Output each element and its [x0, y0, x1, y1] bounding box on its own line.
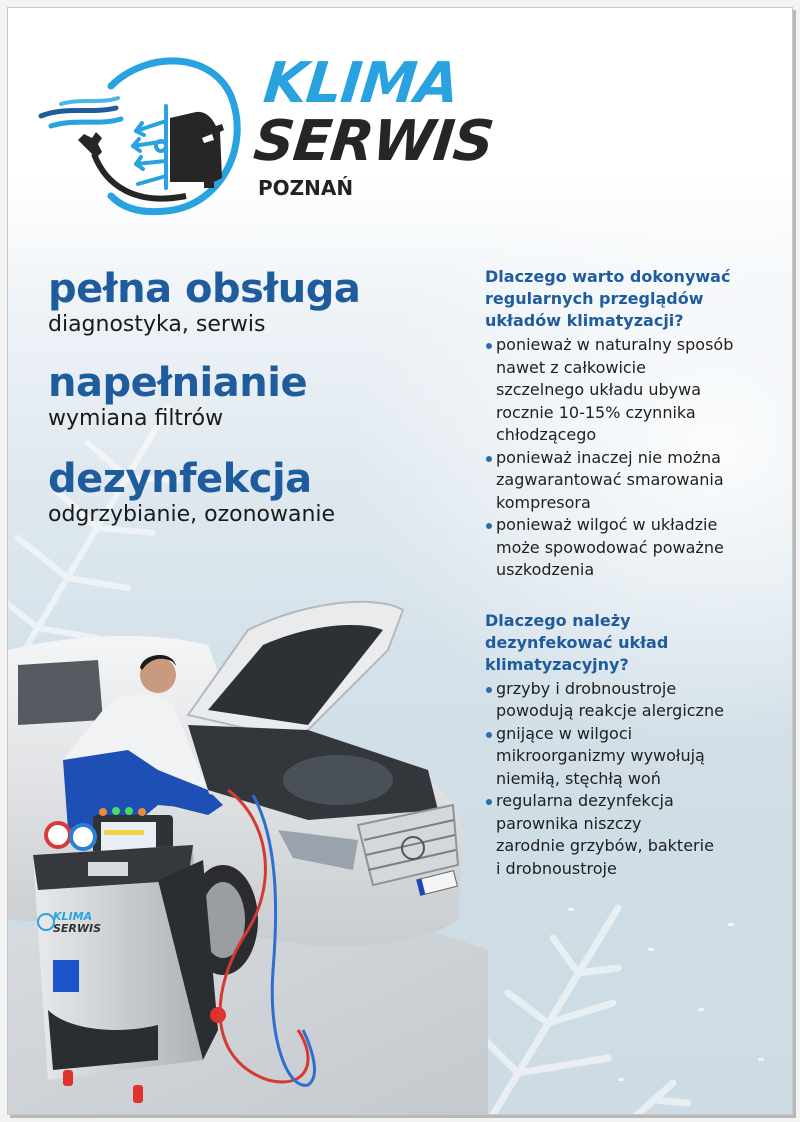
snow-speck — [698, 1008, 704, 1011]
answer-line: zarodnie grzybów, bakterie — [496, 836, 714, 855]
faq-answer-list — [478, 678, 778, 881]
answer-line: zagwarantować smarowania — [496, 470, 724, 489]
answer-line: regularna dezynfekcja — [496, 791, 674, 810]
car-icon — [170, 112, 224, 188]
answer-line: kompresora — [496, 492, 591, 512]
service-subtitle: diagnostyka, serwis — [48, 312, 266, 337]
snowflake-decoration-bottom-right — [478, 888, 738, 1115]
faq-question-line: Dlaczego należy — [485, 610, 631, 630]
service-subtitle: wymiana filtrów — [48, 406, 224, 431]
machine-logo-klima: KLIMA — [53, 910, 93, 923]
answer-line: ponieważ w naturalny sposób — [496, 335, 734, 354]
snow-speck — [648, 948, 654, 951]
brand-logo — [36, 46, 496, 216]
snow-speck — [758, 1058, 764, 1061]
wrench-icon — [78, 132, 186, 199]
service-item — [48, 266, 448, 338]
faq-question-line: dezynfekować układ — [485, 632, 669, 652]
snow-speck — [568, 908, 574, 911]
faq-question-line: klimatyzacyjny? — [485, 654, 629, 674]
faq-block-disinfection — [478, 610, 778, 881]
answer-line: niemiłą, stęchłą woń — [496, 768, 661, 788]
logo-emblem — [36, 46, 256, 216]
faq-block-maintenance — [478, 266, 778, 582]
faq-answer — [478, 334, 778, 447]
answer-line: rocznie 10-15% czynnika — [496, 402, 696, 422]
answer-line: może spowodować poważne — [496, 537, 724, 557]
faq-answer — [478, 678, 778, 723]
faq-question-line: układów klimatyzacji? — [485, 311, 684, 330]
service-photo — [8, 590, 488, 1114]
answer-line: mikroorganizmy wywołują — [496, 746, 705, 765]
answer-line: powodują reakcje alergiczne — [496, 701, 724, 720]
answer-line: parownika niszczy — [496, 813, 642, 833]
faq-question-line: Dlaczego warto dokonywać — [485, 267, 731, 286]
answer-line: uszkodzenia — [496, 560, 595, 579]
brand-name-serwis: SERWIS — [250, 109, 497, 174]
answer-line: ponieważ inaczej nie można — [496, 447, 721, 467]
answer-line: ponieważ wilgoć w układzie — [496, 515, 718, 534]
answer-line: i drobnoustroje — [496, 858, 617, 878]
service-title: napełnianie — [48, 360, 308, 406]
services-list — [48, 266, 448, 544]
pressure-gauge-red — [46, 823, 70, 847]
snowflake-icon — [133, 106, 166, 188]
machine-screen — [101, 822, 156, 852]
machine-blue-panel — [53, 960, 79, 992]
service-item — [48, 360, 448, 432]
brand-city: POZNAŃ — [258, 176, 354, 200]
bullet-icon — [486, 456, 492, 462]
faq-column — [478, 266, 778, 906]
service-subtitle: odgrzybianie, ozonowanie — [48, 502, 336, 527]
faq-answer — [478, 723, 778, 791]
faq-answer-list — [478, 334, 778, 582]
machine-logo-serwis: SERWIS — [53, 922, 102, 935]
brand-name-klima: KLIMA — [260, 51, 462, 116]
faq-question — [485, 610, 778, 676]
faq-question — [485, 266, 778, 332]
pressure-gauge-blue — [71, 825, 95, 849]
faq-question-line: regularnych przeglądów — [485, 289, 704, 308]
faq-answer — [478, 514, 778, 582]
service-title: pełna obsługa — [48, 266, 361, 312]
answer-line: nawet z całkowicie — [496, 357, 646, 377]
answer-line: szczelnego układu ubywa — [496, 380, 702, 399]
faq-answer — [478, 790, 778, 880]
faq-answer — [478, 447, 778, 515]
service-title: dezynfekcja — [48, 456, 312, 502]
flyer-page — [7, 7, 793, 1115]
snow-speck — [618, 1078, 624, 1081]
service-item — [48, 456, 448, 528]
air-flow-icon — [41, 98, 121, 126]
bullet-icon — [486, 523, 492, 529]
answer-line: chłodzącego — [496, 425, 597, 444]
answer-line: grzyby i drobnoustroje — [496, 678, 677, 698]
snow-speck — [728, 923, 734, 926]
bullet-icon — [486, 343, 492, 349]
answer-line: gnijące w wilgoci — [496, 723, 633, 743]
